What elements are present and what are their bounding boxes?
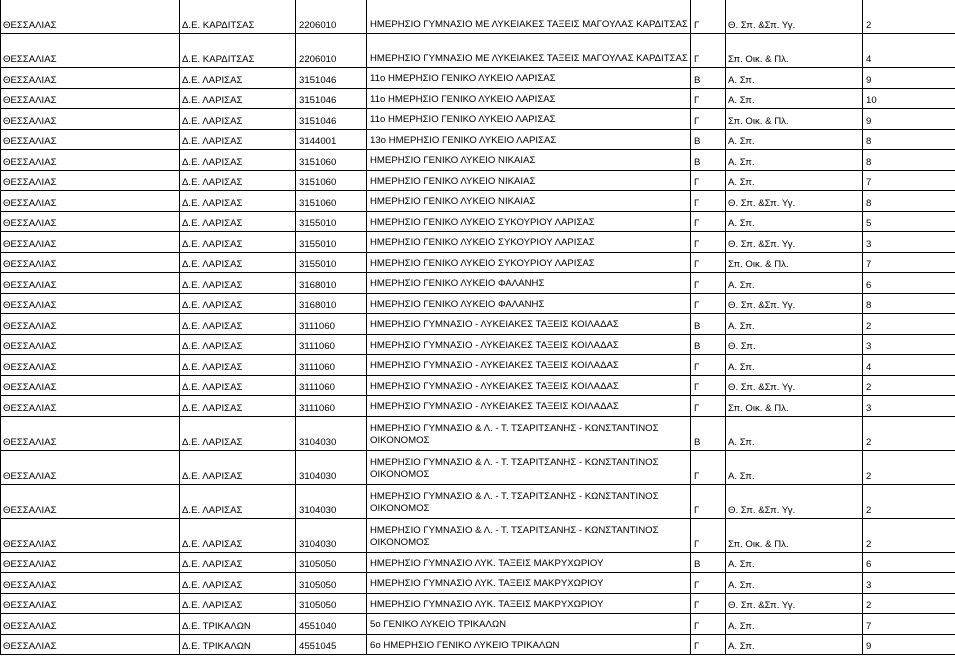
- region-cell: ΘΕΣΣΑΛΙΑΣ: [1, 614, 180, 635]
- count-cell: 2: [863, 450, 955, 484]
- school-name-cell: ΗΜΕΡΗΣΙΟ ΓΥΜΝΑΣΙΟ ΜΕ ΛΥΚΕΙΑΚΕΣ ΤΑΞΕΙΣ ΜΑΓΟΥΛΑΣ ΚΑΡΔΙΤΣΑΣ: [367, 34, 691, 68]
- directorate-cell: Δ.Ε. ΛΑΡΙΣΑΣ: [180, 273, 296, 294]
- school-name-cell: ΗΜΕΡΗΣΙΟ ΓΥΜΝΑΣΙΟ - ΛΥΚΕΙΑΚΕΣ ΤΑΞΕΙΣ ΚΟΙΛΑΔΑΣ: [367, 396, 691, 417]
- region-cell: ΘΕΣΣΑΛΙΑΣ: [1, 34, 180, 68]
- region-cell: ΘΕΣΣΑΛΙΑΣ: [1, 518, 180, 552]
- grade-cell: Γ: [691, 0, 726, 34]
- school-name-cell: ΗΜΕΡΗΣΙΟ ΓΥΜΝΑΣΙΟ ΛΥΚ. ΤΑΞΕΙΣ ΜΑΚΡΥΧΩΡΙΟΥ: [367, 552, 691, 573]
- region-cell: ΘΕΣΣΑΛΙΑΣ: [1, 593, 180, 614]
- region-cell: ΘΕΣΣΑΛΙΑΣ: [1, 88, 180, 109]
- count-cell: 2: [863, 375, 955, 396]
- field-cell: Α. Σπ.: [726, 355, 863, 376]
- table-row: [1, 614, 955, 635]
- school-code-cell: 3151046: [296, 88, 367, 109]
- field-cell: Α. Σπ.: [726, 170, 863, 191]
- table-row: [1, 0, 955, 34]
- table-row: [1, 68, 955, 89]
- count-cell: 3: [863, 573, 955, 594]
- field-cell: Α. Σπ.: [726, 614, 863, 635]
- directorate-cell: Δ.Ε. ΛΑΡΙΣΑΣ: [180, 129, 296, 150]
- school-code-cell: 3144001: [296, 129, 367, 150]
- table-row: [1, 273, 955, 294]
- directorate-cell: Δ.Ε. ΛΑΡΙΣΑΣ: [180, 334, 296, 355]
- region-cell: ΘΕΣΣΑΛΙΑΣ: [1, 129, 180, 150]
- field-cell: Α. Σπ.: [726, 634, 863, 655]
- field-cell: Σπ. Οικ. & Πλ.: [726, 109, 863, 130]
- grade-cell: Β: [691, 129, 726, 150]
- count-cell: 3: [863, 396, 955, 417]
- table-row: [1, 552, 955, 573]
- school-name-cell: ΗΜΕΡΗΣΙΟ ΓΕΝΙΚΟ ΛΥΚΕΙΟ ΝΙΚΑΙΑΣ: [367, 150, 691, 171]
- directorate-cell: Δ.Ε. ΛΑΡΙΣΑΣ: [180, 416, 296, 450]
- count-cell: 6: [863, 273, 955, 294]
- school-code-cell: 3104030: [296, 518, 367, 552]
- school-name-cell: 11ο ΗΜΕΡΗΣΙΟ ΓΕΝΙΚΟ ΛΥΚΕΙΟ ΛΑΡΙΣΑΣ: [367, 109, 691, 130]
- table-row: [1, 170, 955, 191]
- school-name-cell: ΗΜΕΡΗΣΙΟ ΓΥΜΝΑΣΙΟ ΛΥΚ. ΤΑΞΕΙΣ ΜΑΚΡΥΧΩΡΙΟΥ: [367, 593, 691, 614]
- count-cell: 8: [863, 293, 955, 314]
- directorate-cell: Δ.Ε. ΛΑΡΙΣΑΣ: [180, 355, 296, 376]
- grade-cell: Γ: [691, 375, 726, 396]
- table-row: [1, 573, 955, 594]
- school-code-cell: 3104030: [296, 484, 367, 518]
- school-code-cell: 3151046: [296, 109, 367, 130]
- region-cell: ΘΕΣΣΑΛΙΑΣ: [1, 191, 180, 212]
- school-name-cell: ΗΜΕΡΗΣΙΟ ΓΕΝΙΚΟ ΛΥΚΕΙΟ ΦΑΛΑΝΗΣ: [367, 273, 691, 294]
- count-cell: 8: [863, 191, 955, 212]
- school-code-cell: 3111060: [296, 334, 367, 355]
- field-cell: Θ. Σπ. &Σπ. Υγ.: [726, 484, 863, 518]
- school-code-cell: 3151060: [296, 170, 367, 191]
- school-name-cell: ΗΜΕΡΗΣΙΟ ΓΥΜΝΑΣΙΟ & Λ. - Τ. ΤΣΑΡΙΤΣΑΝΗΣ - ΚΩΝΣΤΑΝΤΙΝΟΣ ΟΙΚΟΝΟΜΟΣ: [367, 484, 691, 518]
- field-cell: Α. Σπ.: [726, 573, 863, 594]
- directorate-cell: Δ.Ε. ΛΑΡΙΣΑΣ: [180, 293, 296, 314]
- region-cell: ΘΕΣΣΑΛΙΑΣ: [1, 109, 180, 130]
- count-cell: 4: [863, 34, 955, 68]
- school-name-cell: 6ο ΗΜΕΡΗΣΙΟ ΓΕΝΙΚΟ ΛΥΚΕΙΟ ΤΡΙΚΑΛΩΝ: [367, 634, 691, 655]
- region-cell: ΘΕΣΣΑΛΙΑΣ: [1, 396, 180, 417]
- directorate-cell: Δ.Ε. ΛΑΡΙΣΑΣ: [180, 252, 296, 273]
- table-row: [1, 150, 955, 171]
- grade-cell: Β: [691, 314, 726, 335]
- school-code-cell: 3105050: [296, 552, 367, 573]
- field-cell: Α. Σπ.: [726, 416, 863, 450]
- directorate-cell: Δ.Ε. ΛΑΡΙΣΑΣ: [180, 109, 296, 130]
- region-cell: ΘΕΣΣΑΛΙΑΣ: [1, 273, 180, 294]
- table-row: [1, 396, 955, 417]
- region-cell: ΘΕΣΣΑΛΙΑΣ: [1, 211, 180, 232]
- school-name-cell: ΗΜΕΡΗΣΙΟ ΓΕΝΙΚΟ ΛΥΚΕΙΟ ΣΥΚΟΥΡΙΟΥ ΛΑΡΙΣΑΣ: [367, 232, 691, 253]
- grade-cell: Γ: [691, 614, 726, 635]
- region-cell: ΘΕΣΣΑΛΙΑΣ: [1, 634, 180, 655]
- grade-cell: Γ: [691, 88, 726, 109]
- school-code-cell: 3151046: [296, 68, 367, 89]
- field-cell: Α. Σπ.: [726, 129, 863, 150]
- count-cell: 7: [863, 614, 955, 635]
- grade-cell: Γ: [691, 484, 726, 518]
- field-cell: Θ. Σπ. &Σπ. Υγ.: [726, 191, 863, 212]
- table-row: [1, 293, 955, 314]
- school-name-cell: 11ο ΗΜΕΡΗΣΙΟ ΓΕΝΙΚΟ ΛΥΚΕΙΟ ΛΑΡΙΣΑΣ: [367, 88, 691, 109]
- school-code-cell: 3151060: [296, 191, 367, 212]
- field-cell: Σπ. Οικ. & Πλ.: [726, 396, 863, 417]
- school-code-cell: 3155010: [296, 232, 367, 253]
- field-cell: Α. Σπ.: [726, 68, 863, 89]
- field-cell: Α. Σπ.: [726, 552, 863, 573]
- count-cell: 2: [863, 416, 955, 450]
- table-row: [1, 109, 955, 130]
- field-cell: Α. Σπ.: [726, 88, 863, 109]
- region-cell: ΘΕΣΣΑΛΙΑΣ: [1, 334, 180, 355]
- field-cell: Α. Σπ.: [726, 314, 863, 335]
- count-cell: 8: [863, 129, 955, 150]
- field-cell: Α. Σπ.: [726, 211, 863, 232]
- grade-cell: Γ: [691, 518, 726, 552]
- table-row: [1, 416, 955, 450]
- count-cell: 3: [863, 334, 955, 355]
- school-name-cell: ΗΜΕΡΗΣΙΟ ΓΥΜΝΑΣΙΟ - ΛΥΚΕΙΑΚΕΣ ΤΑΞΕΙΣ ΚΟΙΛΑΔΑΣ: [367, 355, 691, 376]
- grade-cell: Β: [691, 68, 726, 89]
- directorate-cell: Δ.Ε. ΛΑΡΙΣΑΣ: [180, 150, 296, 171]
- school-name-cell: ΗΜΕΡΗΣΙΟ ΓΥΜΝΑΣΙΟ & Λ. - Τ. ΤΣΑΡΙΤΣΑΝΗΣ - ΚΩΝΣΤΑΝΤΙΝΟΣ ΟΙΚΟΝΟΜΟΣ: [367, 518, 691, 552]
- school-code-cell: 3111060: [296, 396, 367, 417]
- table-row: [1, 252, 955, 273]
- count-cell: 2: [863, 484, 955, 518]
- table-row: [1, 484, 955, 518]
- count-cell: 7: [863, 252, 955, 273]
- table-row: [1, 191, 955, 212]
- region-cell: ΘΕΣΣΑΛΙΑΣ: [1, 450, 180, 484]
- school-code-cell: 3151060: [296, 150, 367, 171]
- grade-cell: Γ: [691, 232, 726, 253]
- field-cell: Θ. Σπ. &Σπ. Υγ.: [726, 232, 863, 253]
- school-name-cell: ΗΜΕΡΗΣΙΟ ΓΥΜΝΑΣΙΟ ΛΥΚ. ΤΑΞΕΙΣ ΜΑΚΡΥΧΩΡΙΟΥ: [367, 573, 691, 594]
- school-name-cell: ΗΜΕΡΗΣΙΟ ΓΥΜΝΑΣΙΟ & Λ. - Τ. ΤΣΑΡΙΤΣΑΝΗΣ - ΚΩΝΣΤΑΝΤΙΝΟΣ ΟΙΚΟΝΟΜΟΣ: [367, 450, 691, 484]
- table-row: [1, 518, 955, 552]
- school-name-cell: ΗΜΕΡΗΣΙΟ ΓΥΜΝΑΣΙΟ - ΛΥΚΕΙΑΚΕΣ ΤΑΞΕΙΣ ΚΟΙΛΑΔΑΣ: [367, 314, 691, 335]
- school-name-cell: ΗΜΕΡΗΣΙΟ ΓΥΜΝΑΣΙΟ - ΛΥΚΕΙΑΚΕΣ ΤΑΞΕΙΣ ΚΟΙΛΑΔΑΣ: [367, 375, 691, 396]
- count-cell: 6: [863, 552, 955, 573]
- directorate-cell: Δ.Ε. ΛΑΡΙΣΑΣ: [180, 552, 296, 573]
- directorate-cell: Δ.Ε. ΛΑΡΙΣΑΣ: [180, 88, 296, 109]
- school-code-cell: 3104030: [296, 450, 367, 484]
- school-code-cell: 2206010: [296, 0, 367, 34]
- directorate-cell: Δ.Ε. ΚΑΡΔΙΤΣΑΣ: [180, 34, 296, 68]
- grade-cell: Γ: [691, 191, 726, 212]
- school-code-cell: 3168010: [296, 293, 367, 314]
- directorate-cell: Δ.Ε. ΛΑΡΙΣΑΣ: [180, 170, 296, 191]
- school-name-cell: ΗΜΕΡΗΣΙΟ ΓΥΜΝΑΣΙΟ ΜΕ ΛΥΚΕΙΑΚΕΣ ΤΑΞΕΙΣ ΜΑΓΟΥΛΑΣ ΚΑΡΔΙΤΣΑΣ: [367, 0, 691, 34]
- directorate-cell: Δ.Ε. ΛΑΡΙΣΑΣ: [180, 396, 296, 417]
- school-name-cell: 5ο ΓΕΝΙΚΟ ΛΥΚΕΙΟ ΤΡΙΚΑΛΩΝ: [367, 614, 691, 635]
- grade-cell: Γ: [691, 273, 726, 294]
- school-name-cell: ΗΜΕΡΗΣΙΟ ΓΕΝΙΚΟ ΛΥΚΕΙΟ ΣΥΚΟΥΡΙΟΥ ΛΑΡΙΣΑΣ: [367, 211, 691, 232]
- table-body: [1, 0, 955, 655]
- count-cell: 2: [863, 593, 955, 614]
- grade-cell: Γ: [691, 355, 726, 376]
- school-code-cell: 3111060: [296, 314, 367, 335]
- grade-cell: Γ: [691, 211, 726, 232]
- grade-cell: Γ: [691, 170, 726, 191]
- region-cell: ΘΕΣΣΑΛΙΑΣ: [1, 375, 180, 396]
- school-name-cell: ΗΜΕΡΗΣΙΟ ΓΥΜΝΑΣΙΟ & Λ. - Τ. ΤΣΑΡΙΤΣΑΝΗΣ - ΚΩΝΣΤΑΝΤΙΝΟΣ ΟΙΚΟΝΟΜΟΣ: [367, 416, 691, 450]
- count-cell: 4: [863, 355, 955, 376]
- school-code-cell: 3105050: [296, 593, 367, 614]
- grade-cell: Β: [691, 334, 726, 355]
- school-name-cell: 11ο ΗΜΕΡΗΣΙΟ ΓΕΝΙΚΟ ΛΥΚΕΙΟ ΛΑΡΙΣΑΣ: [367, 68, 691, 89]
- count-cell: 3: [863, 232, 955, 253]
- directorate-cell: Δ.Ε. ΛΑΡΙΣΑΣ: [180, 484, 296, 518]
- school-name-cell: ΗΜΕΡΗΣΙΟ ΓΕΝΙΚΟ ΛΥΚΕΙΟ ΣΥΚΟΥΡΙΟΥ ΛΑΡΙΣΑΣ: [367, 252, 691, 273]
- region-cell: ΘΕΣΣΑΛΙΑΣ: [1, 232, 180, 253]
- directorate-cell: Δ.Ε. ΛΑΡΙΣΑΣ: [180, 232, 296, 253]
- region-cell: ΘΕΣΣΑΛΙΑΣ: [1, 170, 180, 191]
- field-cell: Θ. Σπ. &Σπ. Υγ.: [726, 375, 863, 396]
- count-cell: 9: [863, 634, 955, 655]
- school-code-cell: 3155010: [296, 252, 367, 273]
- table-row: [1, 634, 955, 655]
- school-code-cell: 3111060: [296, 375, 367, 396]
- region-cell: ΘΕΣΣΑΛΙΑΣ: [1, 314, 180, 335]
- table-row: [1, 375, 955, 396]
- field-cell: Σπ. Οικ. & Πλ.: [726, 252, 863, 273]
- directorate-cell: Δ.Ε. ΤΡΙΚΑΛΩΝ: [180, 634, 296, 655]
- school-code-cell: 3155010: [296, 211, 367, 232]
- field-cell: Α. Σπ.: [726, 450, 863, 484]
- count-cell: 9: [863, 109, 955, 130]
- region-cell: ΘΕΣΣΑΛΙΑΣ: [1, 552, 180, 573]
- directorate-cell: Δ.Ε. ΛΑΡΙΣΑΣ: [180, 211, 296, 232]
- field-cell: Σπ. Οικ. & Πλ.: [726, 34, 863, 68]
- region-cell: ΘΕΣΣΑΛΙΑΣ: [1, 68, 180, 89]
- table-row: [1, 355, 955, 376]
- school-code-cell: 3111060: [296, 355, 367, 376]
- region-cell: ΘΕΣΣΑΛΙΑΣ: [1, 293, 180, 314]
- directorate-cell: Δ.Ε. ΛΑΡΙΣΑΣ: [180, 573, 296, 594]
- table-row: [1, 211, 955, 232]
- count-cell: 2: [863, 314, 955, 335]
- table-row: [1, 334, 955, 355]
- field-cell: Θ. Σπ. &Σπ. Υγ.: [726, 293, 863, 314]
- grade-cell: Γ: [691, 396, 726, 417]
- school-name-cell: ΗΜΕΡΗΣΙΟ ΓΕΝΙΚΟ ΛΥΚΕΙΟ ΝΙΚΑΙΑΣ: [367, 191, 691, 212]
- table-row: [1, 593, 955, 614]
- directorate-cell: Δ.Ε. ΤΡΙΚΑΛΩΝ: [180, 614, 296, 635]
- table-row: [1, 34, 955, 68]
- school-code-cell: 4551040: [296, 614, 367, 635]
- directorate-cell: Δ.Ε. ΛΑΡΙΣΑΣ: [180, 68, 296, 89]
- region-cell: ΘΕΣΣΑΛΙΑΣ: [1, 573, 180, 594]
- school-name-cell: ΗΜΕΡΗΣΙΟ ΓΕΝΙΚΟ ΛΥΚΕΙΟ ΦΑΛΑΝΗΣ: [367, 293, 691, 314]
- grade-cell: Γ: [691, 573, 726, 594]
- field-cell: Θ. Σπ. &Σπ. Υγ.: [726, 0, 863, 34]
- table-row: [1, 88, 955, 109]
- table-row: [1, 129, 955, 150]
- region-cell: ΘΕΣΣΑΛΙΑΣ: [1, 484, 180, 518]
- directorate-cell: Δ.Ε. ΛΑΡΙΣΑΣ: [180, 518, 296, 552]
- grade-cell: Γ: [691, 634, 726, 655]
- count-cell: 9: [863, 68, 955, 89]
- table-row: [1, 450, 955, 484]
- count-cell: 10: [863, 88, 955, 109]
- grade-cell: Β: [691, 416, 726, 450]
- count-cell: 2: [863, 0, 955, 34]
- count-cell: 5: [863, 211, 955, 232]
- table-row: [1, 314, 955, 335]
- field-cell: Α. Σπ.: [726, 273, 863, 294]
- count-cell: 8: [863, 150, 955, 171]
- region-cell: ΘΕΣΣΑΛΙΑΣ: [1, 416, 180, 450]
- field-cell: Θ. Σπ. &Σπ. Υγ.: [726, 593, 863, 614]
- school-code-cell: 2206010: [296, 34, 367, 68]
- school-code-cell: 3105050: [296, 573, 367, 594]
- directorate-cell: Δ.Ε. ΛΑΡΙΣΑΣ: [180, 593, 296, 614]
- school-code-cell: 3104030: [296, 416, 367, 450]
- region-cell: ΘΕΣΣΑΛΙΑΣ: [1, 355, 180, 376]
- grade-cell: Β: [691, 552, 726, 573]
- grade-cell: Γ: [691, 252, 726, 273]
- directorate-cell: Δ.Ε. ΛΑΡΙΣΑΣ: [180, 314, 296, 335]
- field-cell: Α. Σπ.: [726, 150, 863, 171]
- count-cell: 7: [863, 170, 955, 191]
- region-cell: ΘΕΣΣΑΛΙΑΣ: [1, 0, 180, 34]
- region-cell: ΘΕΣΣΑΛΙΑΣ: [1, 252, 180, 273]
- grade-cell: Β: [691, 150, 726, 171]
- grade-cell: Γ: [691, 593, 726, 614]
- school-code-cell: 4551045: [296, 634, 367, 655]
- school-name-cell: ΗΜΕΡΗΣΙΟ ΓΥΜΝΑΣΙΟ - ΛΥΚΕΙΑΚΕΣ ΤΑΞΕΙΣ ΚΟΙΛΑΔΑΣ: [367, 334, 691, 355]
- field-cell: Θ. Σπ.: [726, 334, 863, 355]
- count-cell: 2: [863, 518, 955, 552]
- directorate-cell: Δ.Ε. ΛΑΡΙΣΑΣ: [180, 375, 296, 396]
- grade-cell: Γ: [691, 450, 726, 484]
- directorate-cell: Δ.Ε. ΛΑΡΙΣΑΣ: [180, 191, 296, 212]
- school-name-cell: 13ο ΗΜΕΡΗΣΙΟ ΓΕΝΙΚΟ ΛΥΚΕΙΟ ΛΑΡΙΣΑΣ: [367, 129, 691, 150]
- directorate-cell: Δ.Ε. ΛΑΡΙΣΑΣ: [180, 450, 296, 484]
- region-cell: ΘΕΣΣΑΛΙΑΣ: [1, 150, 180, 171]
- grade-cell: Γ: [691, 34, 726, 68]
- table-row: [1, 232, 955, 253]
- school-name-cell: ΗΜΕΡΗΣΙΟ ΓΕΝΙΚΟ ΛΥΚΕΙΟ ΝΙΚΑΙΑΣ: [367, 170, 691, 191]
- directorate-cell: Δ.Ε. ΚΑΡΔΙΤΣΑΣ: [180, 0, 296, 34]
- field-cell: Σπ. Οικ. & Πλ.: [726, 518, 863, 552]
- school-code-cell: 3168010: [296, 273, 367, 294]
- grade-cell: Γ: [691, 293, 726, 314]
- grade-cell: Γ: [691, 109, 726, 130]
